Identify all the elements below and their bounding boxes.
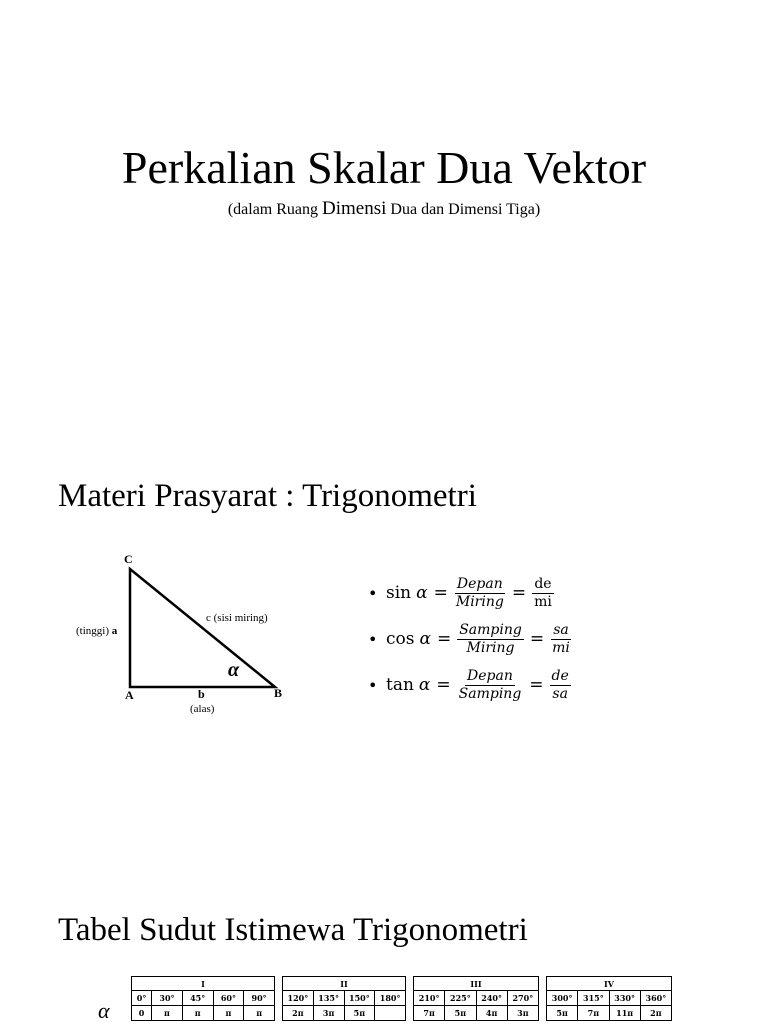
- quadrant-table-2: [282, 976, 406, 1021]
- radian-cell: 11π: [609, 1006, 640, 1021]
- quadrant-label: II: [283, 977, 406, 991]
- angle-alpha-mark: α: [228, 659, 240, 681]
- radian-cell: 5π: [547, 1006, 578, 1021]
- fraction-short: [532, 576, 554, 611]
- formula-sin: [368, 570, 572, 616]
- degree-cell: 360°: [640, 991, 671, 1006]
- formula-cos: [368, 616, 572, 662]
- degree-cell: 240°: [476, 991, 507, 1006]
- radian-cell: 4π: [476, 1006, 507, 1021]
- right-triangle-diagram: [70, 545, 315, 725]
- numerator: de: [534, 575, 552, 592]
- denominator: Samping: [458, 685, 522, 702]
- radian-cell: 3π: [507, 1006, 538, 1021]
- radian-cell: π: [244, 1006, 275, 1021]
- subtitle-part2: Dimensi: [322, 198, 387, 219]
- degree-cell: 135°: [313, 991, 344, 1006]
- base-label: (alas): [190, 703, 215, 715]
- degree-cell: 225°: [445, 991, 476, 1006]
- page-title: Perkalian Skalar Dua Vektor: [121, 142, 647, 193]
- fraction-short: [550, 668, 571, 703]
- vertex-c-label: C: [124, 552, 133, 566]
- fraction: [457, 622, 524, 657]
- denominator: mi: [552, 639, 570, 656]
- degree-cell: 45°: [182, 991, 213, 1006]
- fraction: [454, 576, 506, 611]
- degree-cell: 150°: [344, 991, 375, 1006]
- radian-cell: 5π: [445, 1006, 476, 1021]
- radian-cell: [375, 1006, 406, 1021]
- quadrant-table-4: [546, 976, 672, 1021]
- fn-var: α: [418, 675, 431, 695]
- alpha-symbol: α: [98, 998, 110, 1023]
- page-subtitle: [0, 198, 768, 221]
- radian-cell: 7π: [578, 1006, 609, 1021]
- quadrant-label: I: [132, 977, 275, 991]
- degree-cell: 330°: [609, 991, 640, 1006]
- fn-name: cos: [386, 629, 415, 649]
- vertex-a-label: A: [125, 688, 134, 702]
- radian-cell: 2π: [283, 1006, 314, 1021]
- quadrant-label: IV: [547, 977, 672, 991]
- height-label: [76, 625, 117, 638]
- radian-cell: 0: [132, 1006, 152, 1021]
- trig-formulas-list: [368, 570, 572, 708]
- special-angles-table: [96, 976, 676, 1024]
- degree-cell: 30°: [152, 991, 183, 1006]
- height-letter: a: [111, 625, 118, 637]
- degree-cell: 60°: [213, 991, 244, 1006]
- equals-sign: =: [433, 583, 448, 603]
- degree-cell: 0°: [132, 991, 152, 1006]
- equals-sign: =: [436, 629, 452, 649]
- equals-sign: =: [436, 675, 451, 695]
- radian-cell: π: [182, 1006, 213, 1021]
- denominator: sa: [552, 685, 568, 702]
- fn-name: tan: [386, 675, 414, 695]
- quadrant-label: III: [414, 977, 539, 991]
- radian-cell: 7π: [414, 1006, 445, 1021]
- degree-cell: 210°: [414, 991, 445, 1006]
- radian-cell: 2π: [640, 1006, 671, 1021]
- quadrant-table-1: [131, 976, 275, 1021]
- base-letter: b: [198, 687, 205, 701]
- height-label-text: (tinggi): [76, 625, 112, 637]
- degree-cell: 315°: [578, 991, 609, 1006]
- fraction-short: [550, 622, 572, 657]
- fn-var: α: [419, 629, 431, 649]
- hypotenuse-label: c (sisi miring): [206, 612, 268, 624]
- subtitle-part1: (dalam Ruang: [227, 201, 323, 218]
- fraction: [457, 668, 524, 703]
- radian-cell: 5π: [344, 1006, 375, 1021]
- fn-name: sin: [386, 583, 412, 603]
- bullet-icon: •: [368, 629, 378, 649]
- bullet-icon: •: [368, 675, 378, 695]
- numerator: Depan: [456, 575, 503, 592]
- denominator: Miring: [466, 639, 515, 656]
- radian-cell: 3π: [313, 1006, 344, 1021]
- equals-sign: =: [511, 583, 527, 603]
- section-heading-prerequisite: Materi Prasyarat : Trigonometri: [58, 478, 477, 514]
- degree-cell: 120°: [283, 991, 314, 1006]
- degree-cell: 90°: [244, 991, 275, 1006]
- bullet-icon: •: [368, 583, 378, 603]
- radian-cell: π: [213, 1006, 244, 1021]
- quadrant-table-3: [413, 976, 539, 1021]
- numerator: Depan: [467, 667, 513, 684]
- equals-sign: =: [529, 675, 544, 695]
- equals-sign: =: [529, 629, 545, 649]
- radian-cell: π: [152, 1006, 183, 1021]
- denominator: mi: [534, 593, 552, 610]
- numerator: sa: [553, 621, 569, 638]
- fn-var: α: [416, 583, 428, 603]
- denominator: Miring: [455, 593, 504, 610]
- degree-cell: 180°: [375, 991, 406, 1006]
- subtitle-part3: Dua dan Dimensi Tiga): [386, 201, 541, 218]
- vertex-b-label: B: [274, 686, 283, 700]
- numerator: de: [551, 667, 569, 684]
- degree-cell: 300°: [547, 991, 578, 1006]
- numerator: Samping: [459, 621, 522, 638]
- formula-tan: [368, 662, 572, 708]
- section-heading-special-angles: Tabel Sudut Istimewa Trigonometri: [58, 912, 528, 948]
- degree-cell: 270°: [507, 991, 538, 1006]
